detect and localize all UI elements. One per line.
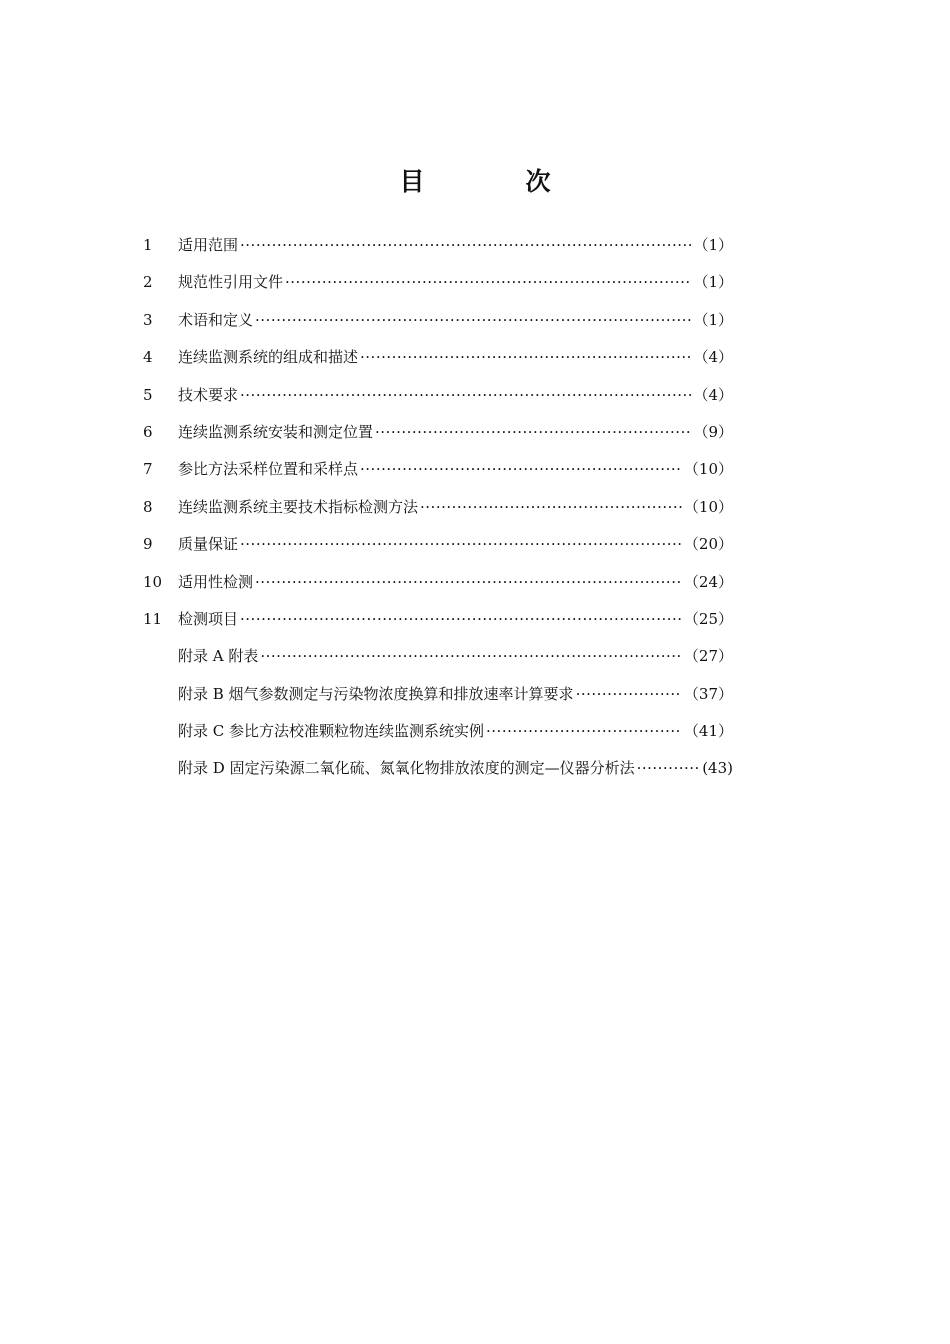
toc-entry[interactable]: [143, 455, 733, 492]
toc-entry-page: （1）: [693, 310, 733, 329]
dot-leader: [285, 268, 691, 296]
toc-entry-number: 4: [143, 348, 153, 367]
toc-entry[interactable]: [143, 231, 733, 268]
toc-entry-page: （10）: [683, 460, 733, 479]
dot-leader: [637, 754, 701, 782]
toc-entry-title: 连续监测系统安装和测定位置: [178, 422, 374, 441]
toc-entry-title: 附录 C 参比方法校准颗粒物连续监测系统实例: [178, 722, 485, 741]
toc-entry-title: 连续监测系统主要技术指标检测方法: [178, 497, 419, 516]
dot-leader: [255, 306, 691, 334]
toc-entry[interactable]: [143, 493, 733, 530]
toc-entry-title: 检测项目: [178, 609, 239, 628]
toc-entry-appendix[interactable]: [143, 680, 733, 717]
toc-entry-page: （4）: [693, 348, 733, 367]
toc-entry-page: （4）: [693, 385, 733, 404]
toc-entry-appendix[interactable]: [143, 754, 733, 791]
dot-leader: [360, 343, 691, 371]
dot-leader: [255, 568, 682, 596]
toc-entry-title: 适用范围: [178, 236, 239, 254]
dot-leader: [260, 642, 682, 670]
dot-leader: [240, 231, 691, 259]
toc-entry-page: （1）: [693, 236, 733, 254]
toc-entry-number: 1: [143, 236, 153, 254]
page-title: 目 次: [399, 166, 589, 196]
toc-entry-title: 质量保证: [178, 535, 239, 554]
toc-entry[interactable]: [143, 306, 733, 343]
toc-entry-appendix[interactable]: [143, 717, 733, 754]
toc-entry-appendix[interactable]: [143, 642, 733, 679]
toc-entry[interactable]: [143, 381, 733, 418]
dot-leader: [240, 530, 682, 558]
toc-entry-page: （25）: [683, 609, 733, 628]
dot-leader: [486, 717, 682, 745]
table-of-contents: [143, 231, 733, 792]
toc-entry-title: 附录 D 固定污染源二氧化硫、氮氧化物排放浓度的测定—仪器分析法: [178, 759, 635, 778]
toc-entry-title: 附录 B 烟气参数测定与污染物浓度换算和排放速率计算要求: [178, 684, 574, 703]
toc-entry-title: 规范性引用文件: [178, 273, 284, 292]
toc-entry[interactable]: [143, 418, 733, 455]
toc-entry-title: 术语和定义: [178, 310, 254, 329]
dot-leader: [375, 418, 691, 446]
toc-entry-number: 7: [143, 460, 153, 479]
toc-entry-page: （41）: [683, 722, 733, 741]
toc-entry[interactable]: [143, 268, 733, 305]
toc-entry[interactable]: [143, 343, 733, 380]
toc-entry-title: 附录 A 附表: [178, 647, 259, 666]
dot-leader: [240, 605, 682, 633]
toc-entry-page: （9）: [693, 422, 733, 441]
dot-leader: [576, 680, 682, 708]
toc-entry-number: 10: [143, 572, 163, 591]
toc-entry-number: 2: [143, 273, 153, 292]
toc-entry-page: （20）: [683, 535, 733, 554]
toc-entry-number: 3: [143, 310, 153, 329]
toc-entry[interactable]: [143, 605, 733, 642]
toc-entry-title: 参比方法采样位置和采样点: [178, 460, 359, 479]
toc-entry-number: 6: [143, 422, 153, 441]
toc-entry-page: （1）: [693, 273, 733, 292]
toc-entry-number: 8: [143, 497, 153, 516]
toc-entry-page: （10）: [683, 497, 733, 516]
toc-entry[interactable]: [143, 568, 733, 605]
toc-entry-number: 9: [143, 535, 153, 554]
toc-entry-number: 5: [143, 385, 153, 404]
toc-entry-number: 11: [143, 609, 163, 628]
dot-leader: [360, 455, 682, 483]
dot-leader: [420, 493, 682, 521]
toc-entry-page: （37）: [683, 684, 733, 703]
toc-entry-title: 连续监测系统的组成和描述: [178, 348, 359, 367]
toc-entry-title: 技术要求: [178, 385, 239, 404]
toc-entry[interactable]: [143, 530, 733, 567]
toc-entry-title: 适用性检测: [178, 572, 254, 591]
dot-leader: [240, 381, 691, 409]
toc-entry-page: (43): [702, 759, 733, 778]
toc-entry-page: （27）: [683, 647, 733, 666]
toc-entry-page: （24）: [683, 572, 733, 591]
